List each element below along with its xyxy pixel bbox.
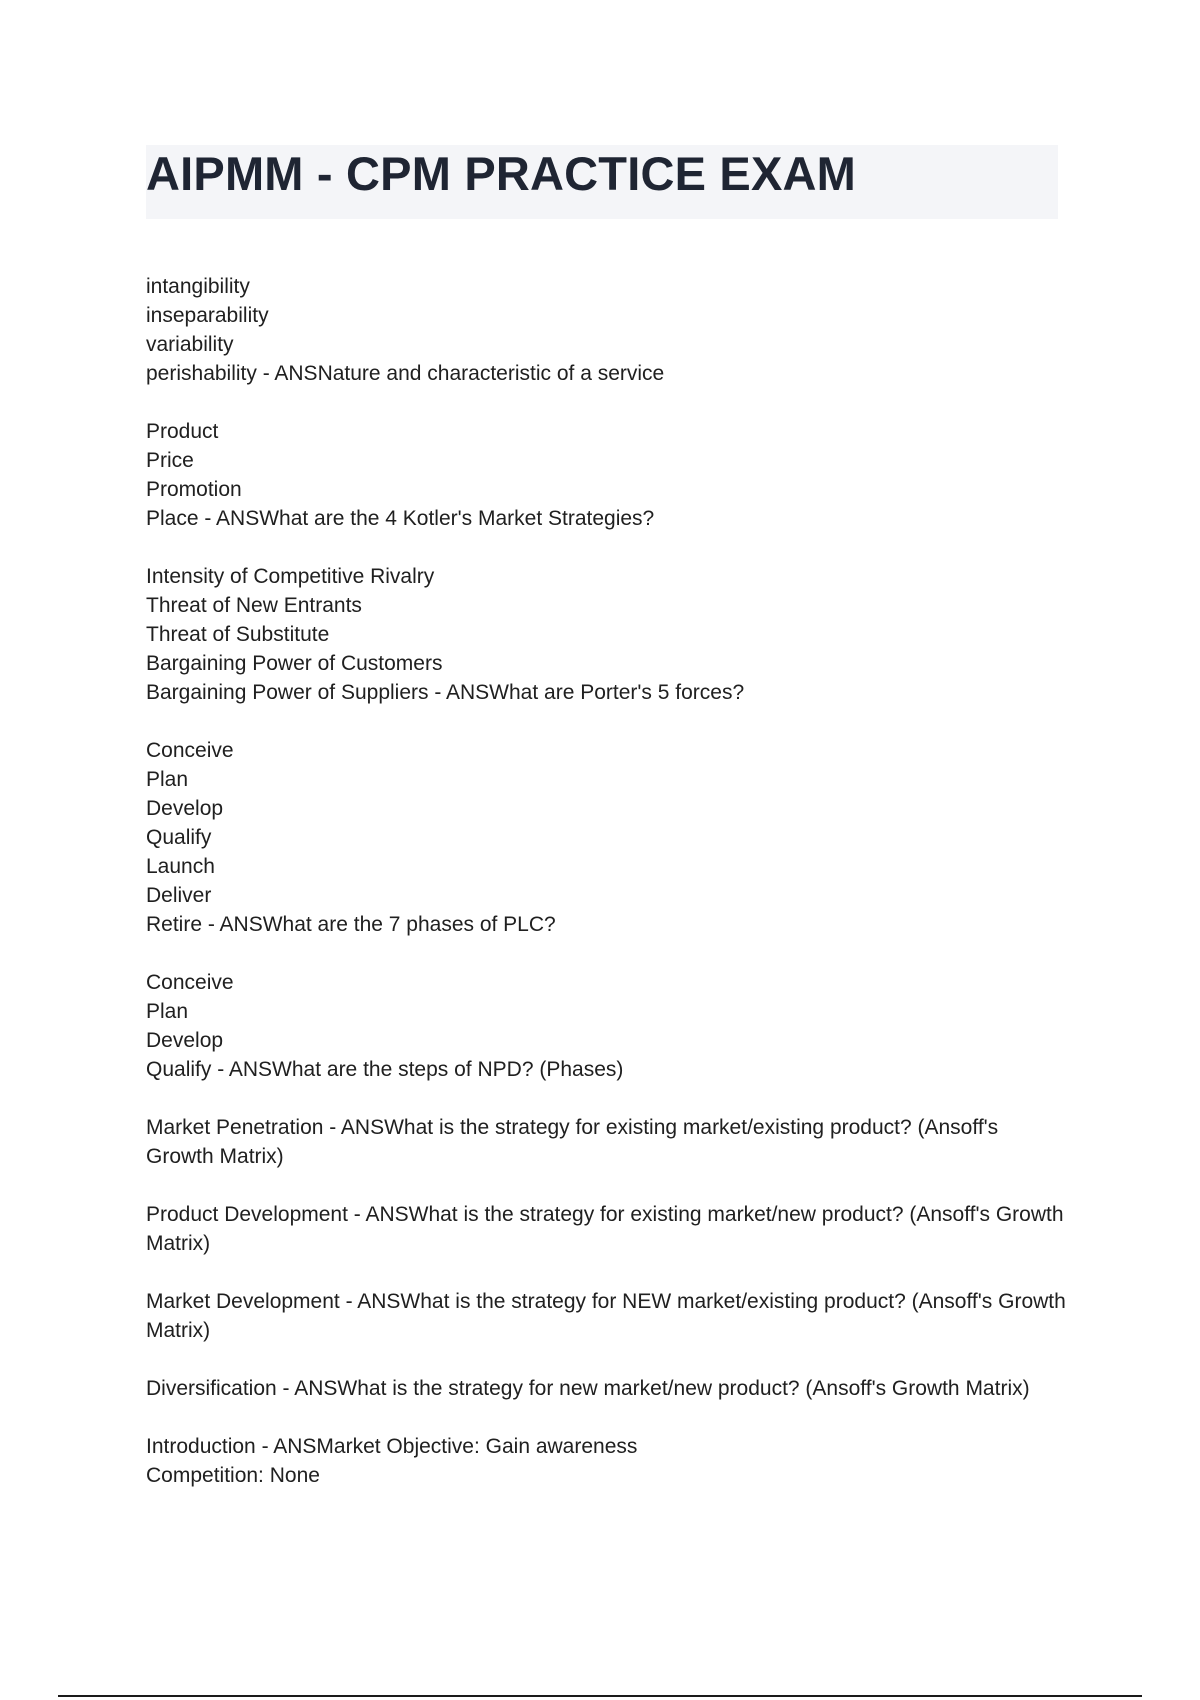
qa-line: Diversification - ANSWhat is the strategy for new market/new product? (Ansoff's Growth Matrix) [146,1377,1030,1400]
qa-line: Market Development - ANSWhat is the strategy for NEW market/existing product? (Ansoff's Growth Matrix) [146,1290,1066,1342]
footer-divider [58,1695,1142,1697]
qa-line: Launch [146,855,215,878]
qa-item-diversification [146,1374,1071,1403]
qa-line: Qualify [146,826,212,849]
qa-line: variability [146,333,234,356]
qa-line: Qualify - ANSWhat are the steps of NPD? (Phases) [146,1058,624,1081]
qa-item-plc-phases [146,736,1071,939]
qa-line: Plan [146,1000,189,1023]
qa-line: Conceive [146,971,234,994]
qa-line: Develop [146,797,224,820]
qa-item-kotler-strategies [146,417,1071,533]
qa-item-market-penetration [146,1113,1071,1171]
qa-line: Bargaining Power of Suppliers - ANSWhat are Porter's 5 forces? [146,681,745,704]
qa-item-service-characteristics [146,272,1071,388]
qa-line: Competition: None [146,1464,320,1487]
qa-line: Product Development - ANSWhat is the strategy for existing market/new product? (Ansoff's Growth Matrix) [146,1203,1064,1255]
qa-line: Intensity of Competitive Rivalry [146,565,435,588]
qa-line: Threat of Substitute [146,623,330,646]
qa-line: intangibility [146,275,250,298]
qa-item-npd-steps [146,968,1071,1084]
qa-line: Promotion [146,478,242,501]
qa-item-product-development [146,1200,1071,1258]
qa-item-market-development [146,1287,1071,1345]
qa-line: Price [146,449,194,472]
document-title: AIPMM - CPM PRACTICE EXAM [146,147,856,200]
qa-line: inseparability [146,304,269,327]
qa-line: Develop [146,1029,224,1052]
qa-line: perishability - ANSNature and characteristic of a service [146,362,665,385]
document-body [146,272,1071,1519]
qa-item-introduction [146,1432,1071,1490]
qa-line: Product [146,420,219,443]
qa-line: Threat of New Entrants [146,594,362,617]
qa-line: Plan [146,768,189,791]
qa-line: Bargaining Power of Customers [146,652,443,675]
qa-line: Retire - ANSWhat are the 7 phases of PLC? [146,913,556,936]
qa-line: Market Penetration - ANSWhat is the strategy for existing market/existing product? (Ansoff's Growth Matrix) [146,1116,999,1168]
qa-item-porters-forces [146,562,1071,707]
qa-line: Conceive [146,739,234,762]
qa-line: Place - ANSWhat are the 4 Kotler's Market Strategies? [146,507,655,530]
qa-line: Deliver [146,884,212,907]
qa-line: Introduction - ANSMarket Objective: Gain awareness [146,1435,638,1458]
